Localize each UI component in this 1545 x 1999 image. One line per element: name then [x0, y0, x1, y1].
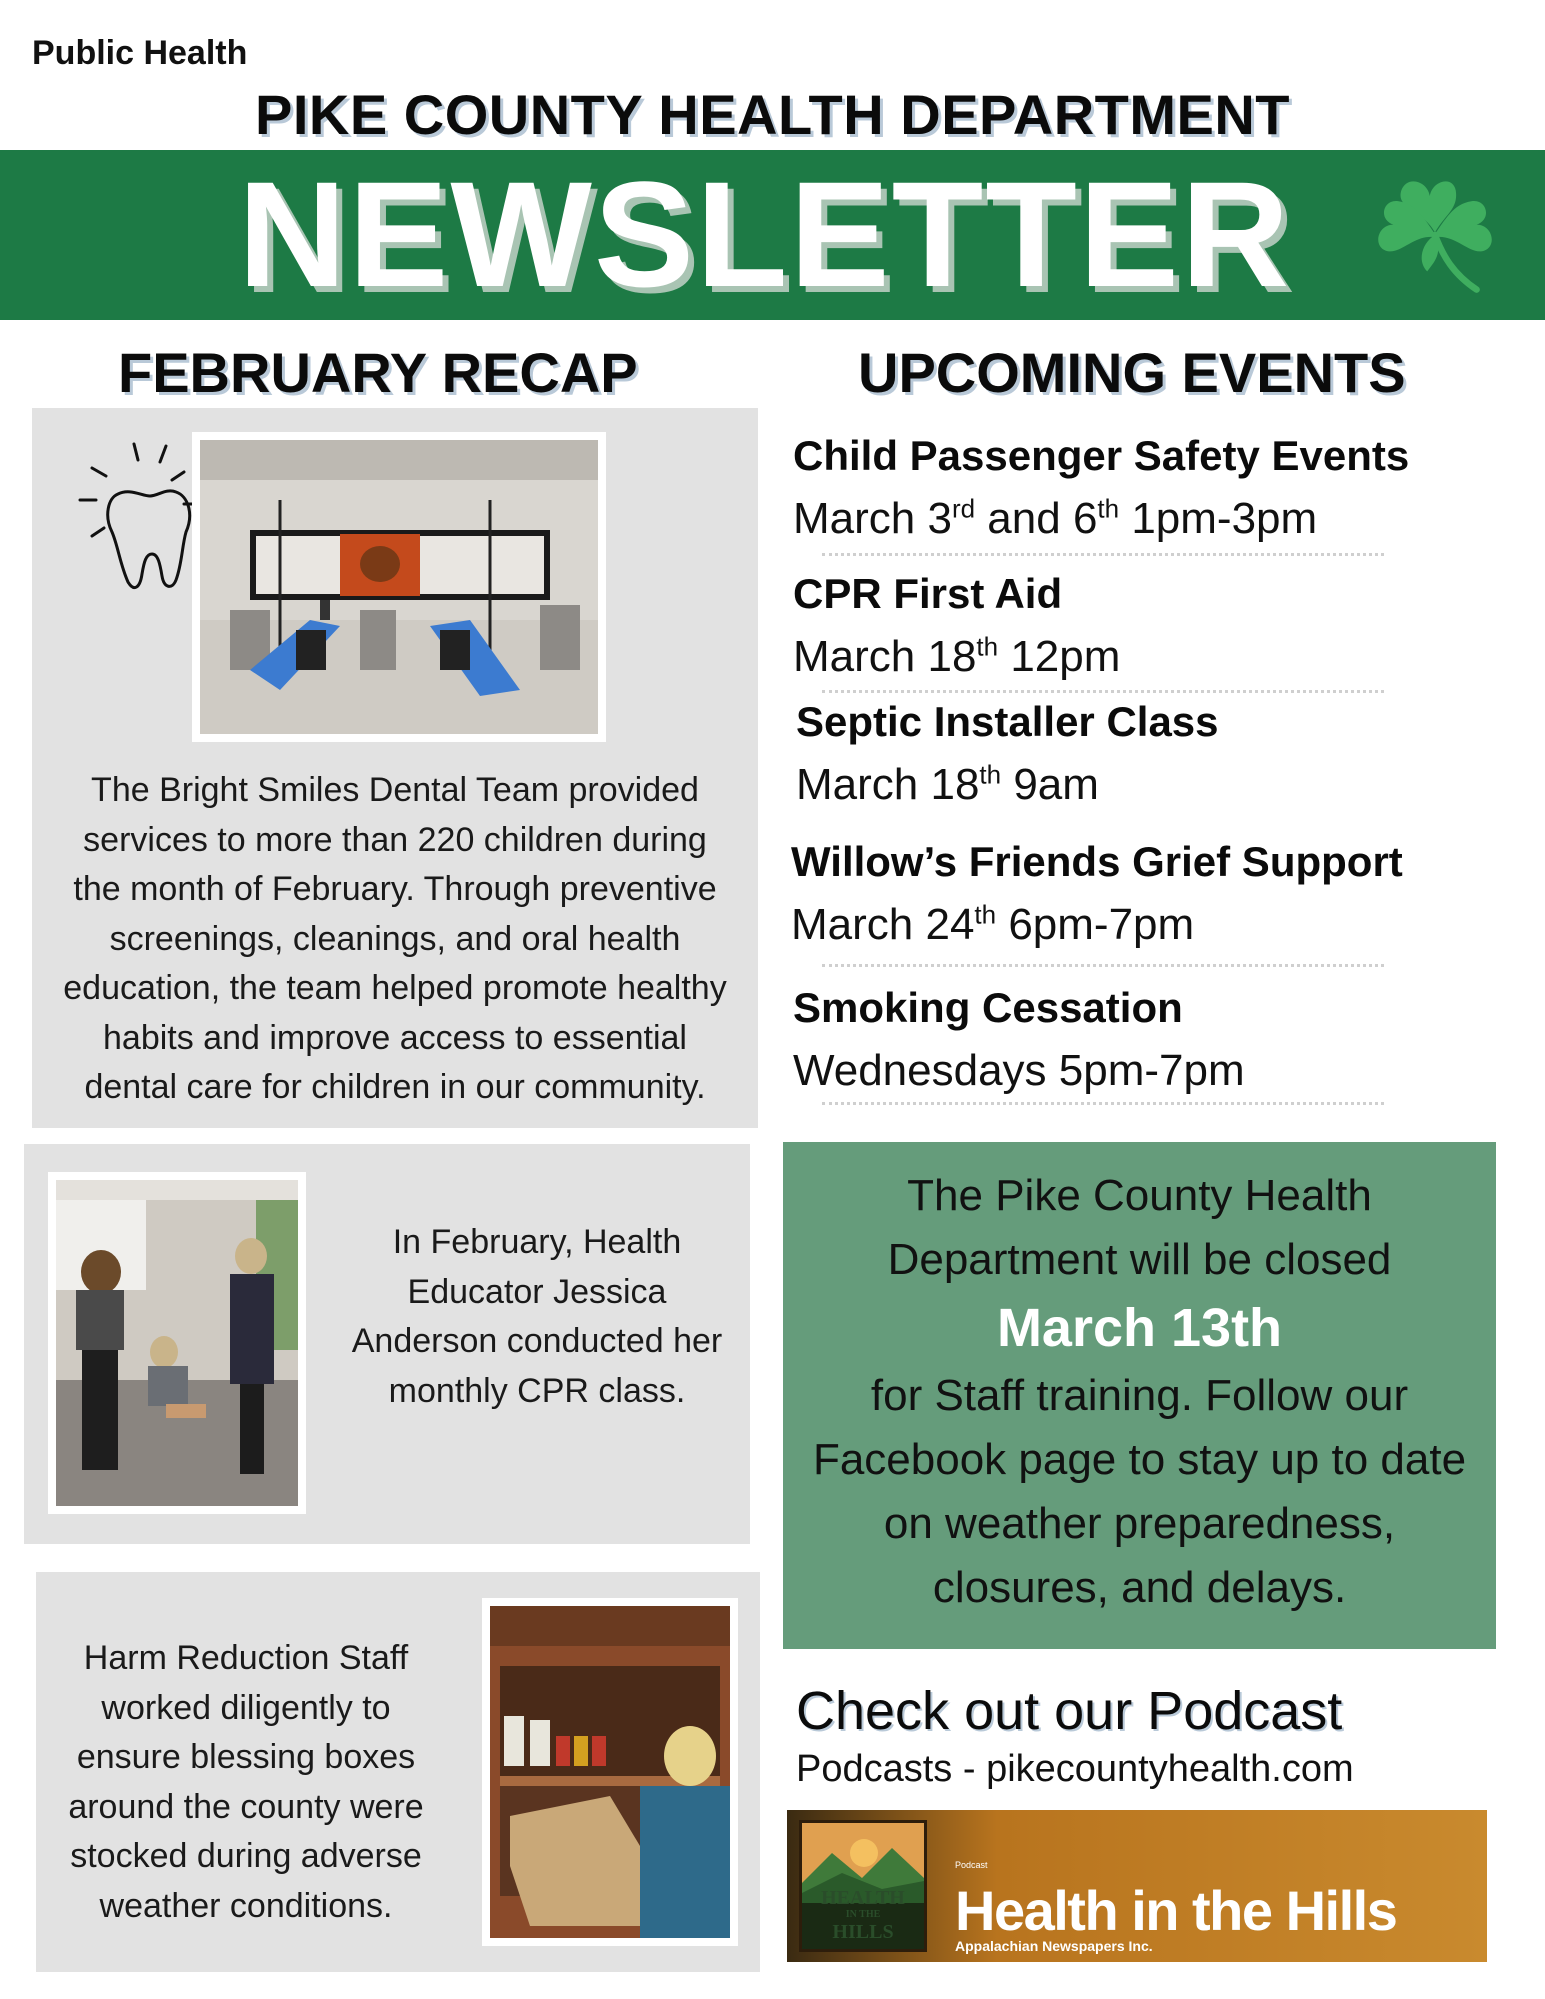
- event-title: Smoking Cessation: [793, 984, 1183, 1031]
- shamrock-icon: [1370, 170, 1500, 300]
- closure-text: Facebook page to stay up to date: [812, 1435, 1467, 1484]
- podcast-banner[interactable]: [787, 1810, 1487, 1962]
- text-line: Educator Jessica: [407, 1272, 667, 1311]
- divider: [822, 1102, 1384, 1105]
- text-line: dental care for children in our community.: [84, 1068, 706, 1106]
- text-line: habits and improve access to essential: [103, 1018, 687, 1057]
- blessing-box-image: [490, 1606, 730, 1938]
- event-date: March 24th 6pm-7pm: [791, 899, 1195, 949]
- event-date: March 18th 9am: [796, 759, 1099, 809]
- text-line: services to more than 220 children during: [83, 820, 707, 859]
- dental-recap-text: [32, 766, 758, 1113]
- harm-reduction-text: [36, 1634, 456, 1931]
- event-date: March 18th 12pm: [793, 631, 1121, 681]
- events-heading: UPCOMING EVENTS: [858, 341, 1406, 404]
- closure-text: The Pike County Health: [907, 1171, 1372, 1220]
- text-line: In February, Health: [392, 1223, 682, 1261]
- podcast-logo-text: HEALTH IN THE HILLS: [821, 1887, 905, 1943]
- cpr-recap-panel: [24, 1144, 750, 1544]
- podcast-name: Health in the Hills: [955, 1879, 1397, 1942]
- text-line: stocked during adverse: [70, 1837, 422, 1875]
- closure-date: March 13th: [996, 1298, 1283, 1358]
- event-title: Willow’s Friends Grief Support: [791, 838, 1403, 885]
- text-line: ensure blessing boxes: [76, 1738, 416, 1776]
- dental-clinic-image: [200, 440, 598, 734]
- dental-recap-panel: [32, 408, 758, 1128]
- event-title: Septic Installer Class: [796, 698, 1219, 745]
- podcast-heading: Check out our Podcast: [796, 1681, 1343, 1741]
- divider: [822, 553, 1384, 556]
- closure-text: for Staff training. Follow our: [870, 1371, 1409, 1420]
- tooth-icon: [72, 438, 212, 598]
- text-line: Harm Reduction Staff: [83, 1639, 409, 1677]
- event-title: CPR First Aid: [793, 570, 1063, 617]
- closure-notice: [783, 1142, 1496, 1649]
- closure-text: on weather preparedness,: [883, 1499, 1396, 1548]
- podcast-logo: [799, 1820, 927, 1952]
- closure-text: closures, and delays.: [932, 1563, 1347, 1612]
- event-title: Child Passenger Safety Events: [793, 432, 1410, 479]
- cpr-photo: [48, 1172, 306, 1514]
- podcast-publisher: Appalachian Newspapers Inc.: [955, 1938, 1153, 1954]
- newsletter-title: NEWSLETTER: [238, 150, 1292, 318]
- podcast-label: Podcast: [955, 1860, 988, 1870]
- divider: [822, 690, 1384, 693]
- text-line: screenings, cleanings, and oral health: [109, 919, 681, 958]
- text-line: monthly CPR class.: [388, 1371, 686, 1410]
- closure-text: Department will be closed: [887, 1235, 1392, 1284]
- newsletter-banner: [0, 150, 1545, 320]
- text-line: around the county were: [68, 1787, 424, 1826]
- event-date: March 3rd and 6th 1pm-3pm: [793, 493, 1318, 543]
- text-line: weather conditions.: [99, 1886, 393, 1925]
- text-line: Anderson conducted her: [351, 1322, 723, 1360]
- text-line: the month of February. Through preventive: [73, 870, 717, 908]
- text-line: The Bright Smiles Dental Team provided: [91, 771, 699, 809]
- podcast-link[interactable]: Podcasts - pikecountyhealth.com: [796, 1748, 1354, 1790]
- event-date: Wednesdays 5pm-7pm: [793, 1046, 1245, 1095]
- cpr-class-image: [56, 1180, 298, 1506]
- text-line: education, the team helped promote healthy: [63, 969, 727, 1007]
- section-label: Public Health: [32, 34, 248, 72]
- cpr-recap-text: [324, 1218, 750, 1416]
- divider: [822, 964, 1384, 967]
- blessing-box-photo: [482, 1598, 738, 1946]
- dental-photo: [192, 432, 606, 742]
- recap-heading: FEBRUARY RECAP: [118, 341, 638, 404]
- harm-reduction-panel: [36, 1572, 760, 1972]
- department-title: PIKE COUNTY HEALTH DEPARTMENT: [255, 83, 1290, 146]
- text-line: worked diligently to: [101, 1688, 391, 1727]
